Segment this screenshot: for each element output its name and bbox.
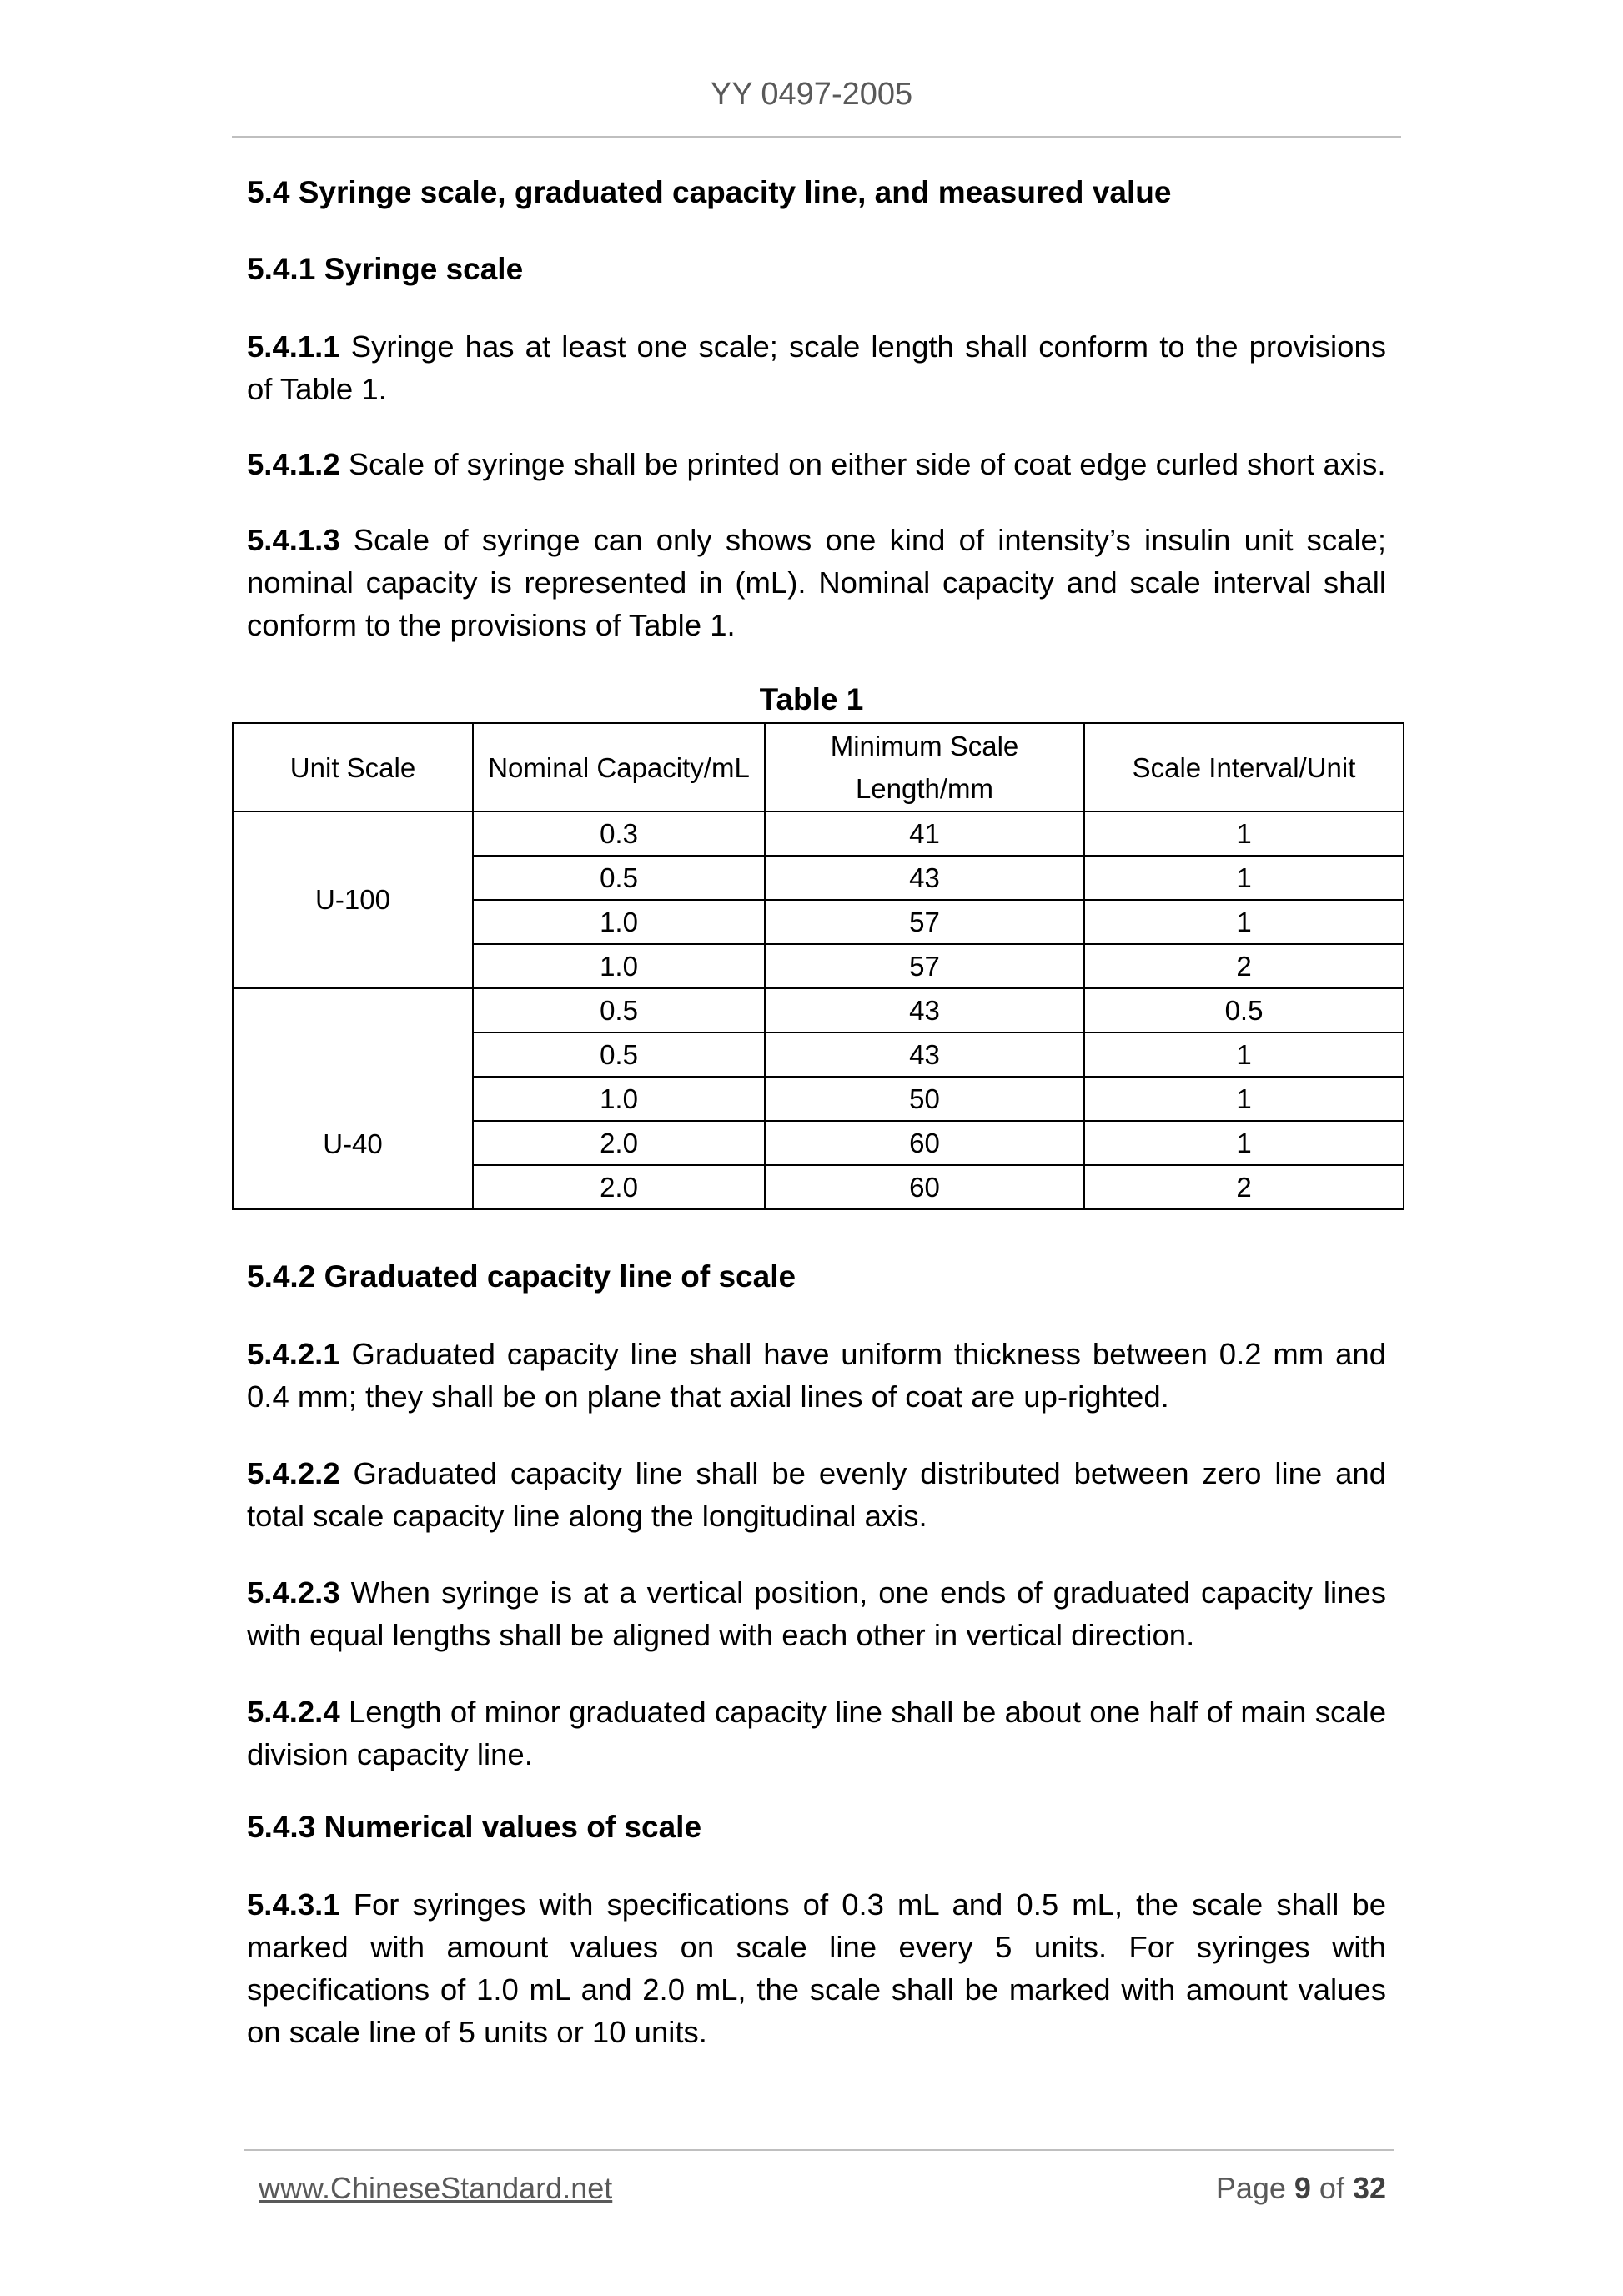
paragraph-5-4-3-1 [247, 1883, 1386, 2053]
table-row [233, 988, 1404, 1032]
unit-scale-cell: U-100 [233, 811, 473, 988]
nominal-capacity-cell: 0.5 [473, 988, 765, 1032]
scale-interval-cell: 1 [1084, 1077, 1404, 1121]
nominal-capacity-cell: 0.3 [473, 811, 765, 856]
min-scale-length-cell: 57 [765, 944, 1084, 988]
scale-interval-cell: 1 [1084, 856, 1404, 900]
header-nominal-capacity: Nominal Capacity/mL [473, 723, 765, 811]
footer-website-link[interactable]: www.ChineseStandard.net [259, 2171, 613, 2205]
scale-interval-cell: 1 [1084, 1032, 1404, 1077]
min-scale-length-cell: 43 [765, 856, 1084, 900]
clause-number: 5.4.2.2 [247, 1456, 340, 1490]
section-heading-5-4-2: 5.4.2 Graduated capacity line of scale [247, 1259, 796, 1294]
clause-number: 5.4.1.3 [247, 523, 340, 557]
paragraph-5-4-1-1 [247, 325, 1386, 410]
footer-rule [244, 2149, 1394, 2151]
nominal-capacity-cell: 1.0 [473, 944, 765, 988]
scale-interval-cell: 2 [1084, 944, 1404, 988]
paragraph-5-4-2-3 [247, 1571, 1386, 1656]
min-scale-length-cell: 41 [765, 811, 1084, 856]
nominal-capacity-cell: 1.0 [473, 1077, 765, 1121]
section-heading-5-4: 5.4 Syringe scale, graduated capacity line, and measured value [247, 175, 1172, 209]
footer-page-number: Page 9 of 32 [1215, 2171, 1386, 2205]
clause-text: Length of minor graduated capacity line shall be about one half of main scale division capacity line. [247, 1695, 1386, 1771]
clause-number: 5.4.3.1 [247, 1887, 340, 1922]
clause-number: 5.4.2.3 [247, 1575, 340, 1610]
scale-interval-cell: 0.5 [1084, 988, 1404, 1032]
clause-number: 5.4.2.1 [247, 1337, 340, 1371]
scale-interval-cell: 1 [1084, 900, 1404, 944]
nominal-capacity-cell: 0.5 [473, 856, 765, 900]
header-unit-scale: Unit Scale [233, 723, 473, 811]
min-scale-length-cell: 60 [765, 1121, 1084, 1165]
paragraph-5-4-2-2 [247, 1452, 1386, 1537]
clause-text: Scale of syringe shall be printed on either side of coat edge curled short axis. [339, 447, 1386, 481]
min-scale-length-cell: 43 [765, 1032, 1084, 1077]
clause-text: For syringes with specifications of 0.3 mL and 0.5 mL, the scale shall be marked with amount values on scale line every 5 units. For syringes with specifications of 1.0 mL and 2.0 mL, the scale shall be marked with amount values on scale line of 5 units or 10 units. [247, 1887, 1386, 2049]
document-id-header: YY 0497-2005 [710, 77, 913, 112]
section-heading-5-4-3: 5.4.3 Numerical values of scale [247, 1810, 702, 1844]
nominal-capacity-cell: 1.0 [473, 900, 765, 944]
unit-scale-cell: U-40 [233, 988, 473, 1209]
section-heading-5-4-1: 5.4.1 Syringe scale [247, 252, 524, 286]
nominal-capacity-cell: 0.5 [473, 1032, 765, 1077]
scale-interval-cell: 2 [1084, 1165, 1404, 1209]
clause-number: 5.4.1.2 [247, 447, 340, 481]
paragraph-5-4-2-1 [247, 1333, 1386, 1418]
paragraph-5-4-1-2 [247, 443, 1386, 485]
clause-text: Syringe has at least one scale; scale length shall conform to the provisions of Table 1. [247, 329, 1386, 406]
paragraph-5-4-2-4 [247, 1691, 1386, 1776]
scale-interval-cell: 1 [1084, 811, 1404, 856]
clause-number: 5.4.1.1 [247, 329, 340, 364]
table-row [233, 811, 1404, 856]
scale-interval-cell: 1 [1084, 1121, 1404, 1165]
clause-text: When syringe is at a vertical position, one ends of graduated capacity lines with equal lengths shall be aligned with each other in vertical direction. [247, 1575, 1386, 1652]
header-scale-interval: Scale Interval/Unit [1084, 723, 1404, 811]
table-header-row [233, 723, 1404, 811]
paragraph-5-4-1-3 [247, 519, 1386, 646]
min-scale-length-cell: 50 [765, 1077, 1084, 1121]
table-1 [232, 722, 1404, 1210]
nominal-capacity-cell: 2.0 [473, 1165, 765, 1209]
table-body [233, 811, 1404, 1209]
min-scale-length-cell: 60 [765, 1165, 1084, 1209]
min-scale-length-cell: 43 [765, 988, 1084, 1032]
clause-text: Graduated capacity line shall have uniform thickness between 0.2 mm and 0.4 mm; they shall be on plane that axial lines of coat are up-righted. [247, 1337, 1386, 1414]
clause-text: Scale of syringe can only shows one kind of intensity’s insulin unit scale; nominal capacity is represented in (mL). Nominal capacity and scale interval shall conform to the provisions of Table 1. [247, 523, 1386, 642]
min-scale-length-cell: 57 [765, 900, 1084, 944]
table-title: Table 1 [759, 682, 864, 716]
clause-text: Graduated capacity line shall be evenly distributed between zero line and total scale capacity line along the longitudinal axis. [247, 1456, 1386, 1533]
header-min-scale-length: Minimum Scale Length/mm [765, 723, 1084, 811]
nominal-capacity-cell: 2.0 [473, 1121, 765, 1165]
clause-number: 5.4.2.4 [247, 1695, 340, 1729]
header-rule [232, 136, 1401, 138]
